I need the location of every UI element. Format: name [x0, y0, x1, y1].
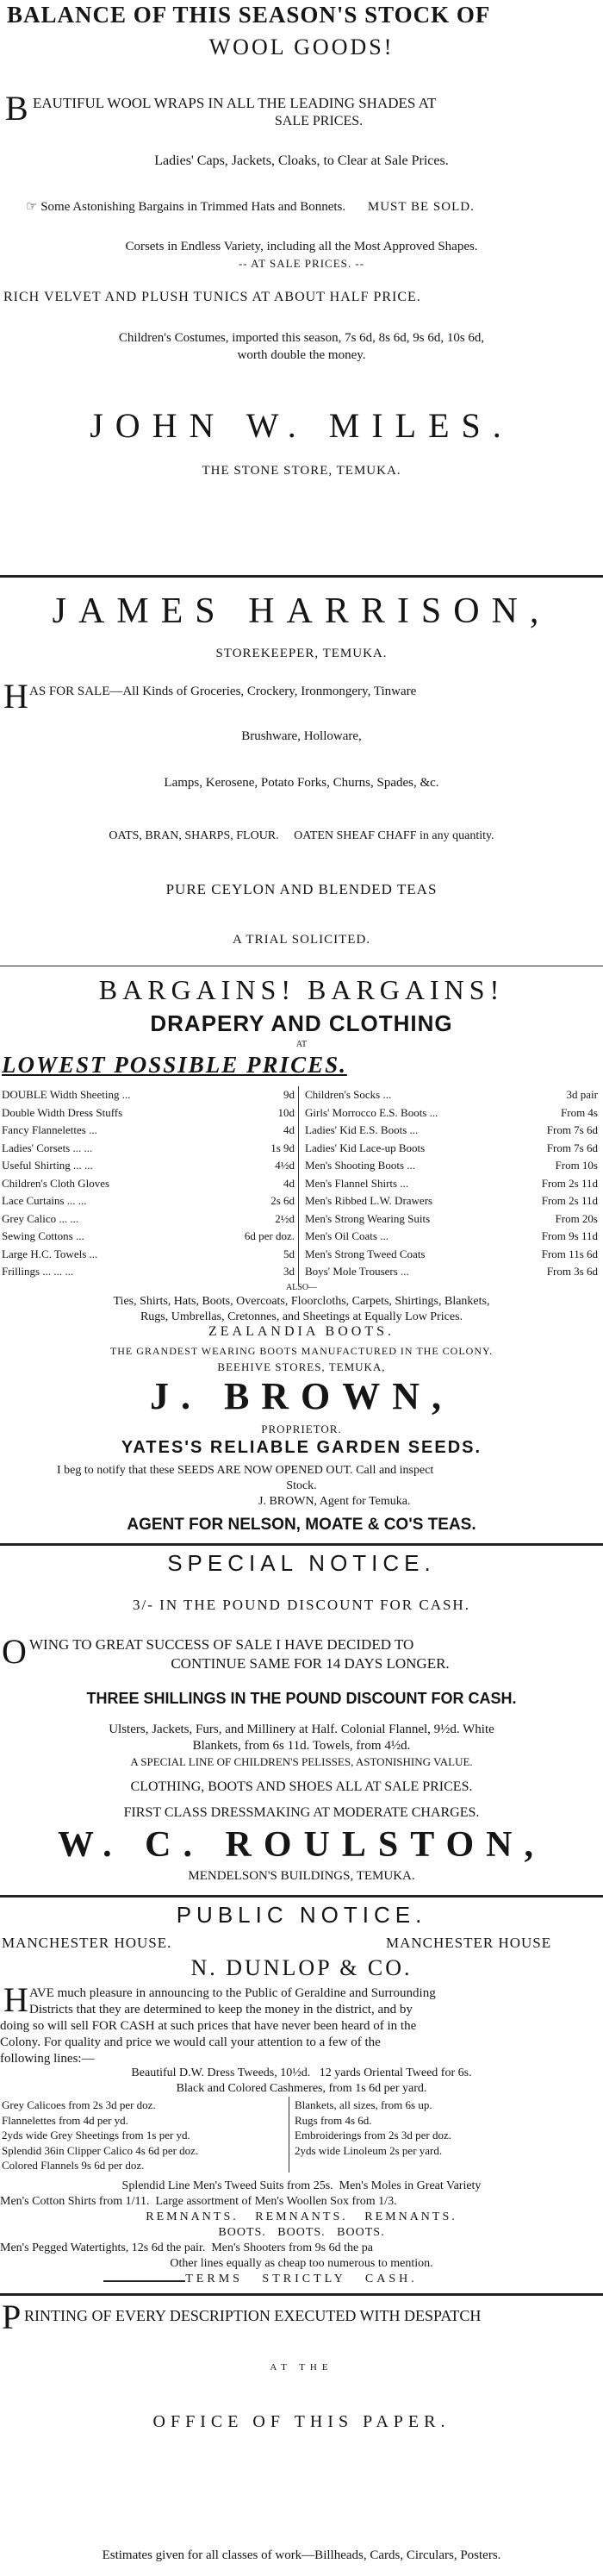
- brown-notify-line1: I beg to notify that these SEEDS ARE NOW OPENED OUT. Call and inspect: [57, 1464, 434, 1477]
- printing-estimates: Estimates given for all classes of work—Billheads, Cards, Circulars, Posters.: [102, 2548, 501, 2562]
- price-item-price: 10d: [277, 1105, 295, 1119]
- harrison-line2: Brushware, Holloware,: [241, 729, 362, 743]
- dunlop-terms: TERMS STRICTLY CASH.: [185, 2273, 418, 2285]
- brown-notify-line2: Stock.: [286, 1479, 317, 1492]
- corsets-line2: -- AT SALE PRICES. --: [238, 257, 365, 270]
- price-item-price: From 2s 11d: [541, 1176, 598, 1190]
- brown-zealandia: ZEALANDIA BOOTS.: [208, 1324, 395, 1339]
- dunlop-p4: Colony. For quality and price we would call your attention to a few of the: [0, 2035, 381, 2049]
- harrison-initial: H: [3, 677, 28, 716]
- brown-also: ALSO—: [285, 1283, 318, 1292]
- price-item-name: Useful Shirting ... ...: [2, 1159, 93, 1172]
- divider: [0, 1543, 603, 1546]
- price-item-price: From 7s 6d: [546, 1123, 598, 1136]
- dunlop-house-right: MANCHESTER HOUSE: [386, 1935, 552, 1951]
- caps-line: Ladies' Caps, Jackets, Cloaks, to Clear at Sale Prices.: [154, 153, 449, 168]
- brown-teas: AGENT FOR NELSON, MOATE & CO'S TEAS.: [127, 1516, 476, 1534]
- roulston-heading: SPECIAL NOTICE.: [167, 1550, 436, 1576]
- price-item-name: Large H.C. Towels ...: [2, 1247, 98, 1260]
- costumes-line2: worth double the money.: [237, 348, 366, 362]
- brown-seeds: YATES'S RELIABLE GARDEN SEEDS.: [121, 1438, 482, 1457]
- divider: [0, 2293, 603, 2296]
- list-item: Grey Calicoes from 2s 3d per doz.: [2, 2098, 156, 2111]
- price-item-name: Men's Ribbed L.W. Drawers: [305, 1194, 433, 1207]
- wraps-initial: B: [5, 89, 28, 128]
- price-item-price: From 11s 6d: [541, 1247, 598, 1260]
- price-item-price: From 4s: [561, 1105, 598, 1119]
- price-item-name: Lace Curtains ... ...: [2, 1194, 87, 1207]
- price-item-price: 3d: [283, 1265, 295, 1278]
- brown-grandest: THE GRANDEST WEARING BOOTS MANUFACTURED IN THE COLONY.: [109, 1345, 494, 1357]
- price-item-price: From 7s 6d: [546, 1141, 598, 1154]
- price-item-name: Ladies' Kid E.S. Boots ...: [305, 1123, 419, 1136]
- wraps-line1: EAUTIFUL WOOL WRAPS IN ALL THE LEADING SHADES AT: [33, 95, 437, 111]
- price-item-price: From 10s: [555, 1159, 598, 1172]
- price-item-name: Grey Calico ... ...: [2, 1211, 79, 1225]
- price-item-price: From 3s 6d: [546, 1265, 598, 1278]
- pointing-hand-icon: ☞: [26, 200, 41, 214]
- brown-also-line2: Rugs, Umbrellas, Cretonnes, and Sheetings at Equally Low Prices.: [140, 1310, 463, 1323]
- brown-also-line1: Ties, Shirts, Hats, Boots, Overcoats, Floorcloths, Carpets, Shirtings, Blankets,: [113, 1295, 490, 1308]
- price-item-price: 5d: [283, 1247, 295, 1260]
- list-item: 2yds wide Grey Sheetings from 1s per yd.: [2, 2129, 190, 2141]
- harrison-title: STOREKEEPER, TEMUKA.: [215, 647, 388, 660]
- dunlop-shirts: Men's Cotton Shirts from 1/11. Large assortment of Men's Woollen Sox from 1/3.: [0, 2195, 397, 2208]
- printing-initial: P: [2, 2298, 22, 2336]
- brown-proprietor: PROPRIETOR.: [261, 1422, 342, 1435]
- hats-line: [26, 198, 475, 215]
- john-miles-store: THE STONE STORE, TEMUKA.: [202, 464, 401, 478]
- price-item-name: Men's Strong Wearing Suits: [305, 1211, 431, 1225]
- price-item-price: 6d per doz.: [244, 1229, 295, 1242]
- price-item-name: DOUBLE Width Sheeting ...: [2, 1088, 131, 1101]
- price-item-price: 3d pair: [566, 1088, 598, 1101]
- list-item: Rugs from 4s 6d.: [295, 2113, 372, 2127]
- price-item-price: From 20s: [555, 1211, 598, 1225]
- roulston-name: W. C. ROULSTON,: [58, 1825, 545, 1865]
- advert-john-miles: [0, 0, 603, 405]
- brown-subheading: DRAPERY AND CLOTHING: [150, 1010, 453, 1036]
- wool-heading: BALANCE OF THIS SEASON'S STOCK OF: [7, 2, 491, 28]
- roulston-pelisses: A SPECIAL LINE OF CHILDREN'S PELISSES, ASTONISHING VALUE.: [130, 1755, 473, 1768]
- roulston-clothing: CLOTHING, BOOTS AND SHOES ALL AT SALE PRICES.: [130, 1779, 473, 1794]
- roulston-discount: 3/- IN THE POUND DISCOUNT FOR CASH.: [133, 1597, 470, 1613]
- roulston-owing-line1: WING TO GREAT SUCCESS OF SALE I HAVE DECIDED TO: [29, 1636, 414, 1653]
- dunlop-heading: PUBLIC NOTICE.: [176, 1902, 427, 1928]
- price-item-name: Men's Strong Tweed Coats: [305, 1247, 426, 1260]
- roulston-address: MENDELSON'S BUILDINGS, TEMUKA.: [188, 1869, 415, 1883]
- price-item-name: Frillings ... ... ...: [2, 1265, 74, 1278]
- price-item-price: 2½d: [275, 1211, 295, 1225]
- price-item-price: From 9s 11d: [541, 1229, 598, 1242]
- list-item: Colored Flannels 9s 6d per doz.: [2, 2159, 145, 2172]
- hats-note: MUST BE SOLD.: [367, 200, 475, 214]
- wraps-line2: SALE PRICES.: [274, 114, 364, 128]
- price-item-price: 4½d: [275, 1159, 295, 1172]
- price-item-name: Children's Cloth Gloves: [2, 1176, 110, 1190]
- john-miles-name: JOHN W. MILES.: [90, 406, 513, 445]
- list-item: Embroiderings from 2s 3d per doz.: [295, 2129, 451, 2141]
- list-item: Splendid 36in Clipper Calico 4s 6d per doz.: [2, 2143, 199, 2157]
- price-item-price: 2s 6d: [270, 1194, 295, 1207]
- brown-name: J. BROWN,: [149, 1375, 454, 1417]
- harrison-line4: OATS, BRAN, SHARPS, FLOUR. OATEN SHEAF CHAFF in any quantity.: [109, 829, 494, 842]
- price-item-name: Fancy Flannelettes ...: [2, 1123, 97, 1136]
- dunlop-p3: doing so will sell FOR CASH at such prices that have never been heard of in the: [0, 2019, 417, 2033]
- price-item-name: Men's Oil Coats ...: [305, 1229, 389, 1242]
- price-item-name: Men's Flannel Shirts ...: [305, 1176, 409, 1190]
- dunlop-other: Other lines equally as cheap too numerous to mention.: [170, 2257, 433, 2270]
- hats-text: Some Astonishing Bargains in Trimmed Hats and Bonnets.: [40, 200, 346, 214]
- printing-line1: RINTING OF EVERY DESCRIPTION EXECUTED WITH DESPATCH: [24, 2307, 482, 2324]
- dunlop-watertights: Men's Pegged Watertights, 12s 6d the pair. Men's Shooters from 9s 6d the pa: [0, 2241, 373, 2254]
- harrison-line1: AS FOR SALE—All Kinds of Groceries, Crockery, Ironmongery, Tinware: [29, 685, 417, 698]
- harrison-solicit: A TRIAL SOLICITED.: [232, 933, 371, 947]
- printing-office: OFFICE OF THIS PAPER.: [152, 2412, 451, 2431]
- price-item-name: Children's Socks ...: [305, 1088, 392, 1101]
- brown-at: AT: [295, 1040, 308, 1049]
- harrison-teas: PURE CEYLON AND BLENDED TEAS: [165, 881, 438, 897]
- costumes-line1: Children's Costumes, imported this season, 7s 6d, 8s 6d, 9s 6d, 10s 6d,: [118, 331, 485, 345]
- dunlop-remnants: REMNANTS. REMNANTS. REMNANTS.: [146, 2210, 457, 2223]
- velvet-line: RICH VELVET AND PLUSH TUNICS AT ABOUT HALF PRICE.: [3, 290, 421, 304]
- price-item-price: From 2s 11d: [541, 1194, 598, 1207]
- price-item-name: Girls' Morrocco E.S. Boots ...: [305, 1105, 438, 1119]
- price-item-name: Ladies' Corsets ... ...: [2, 1141, 93, 1154]
- brown-stores: BEEHIVE STORES, TEMUKA,: [217, 1360, 386, 1373]
- roulston-ulsters-line2: Blankets, from 6s 11d. Towels, from 4½d.: [192, 1739, 411, 1753]
- list-item: Blankets, all sizes, from 6s up.: [295, 2098, 432, 2111]
- wool-subheading: WOOL GOODS!: [208, 34, 395, 59]
- dunlop-tweeds: Beautiful D.W. Dress Tweeds, 10½d. 12 yards Oriental Tweed for 6s.: [131, 2066, 472, 2079]
- roulston-dressmaking: FIRST CLASS DRESSMAKING AT MODERATE CHARGES.: [123, 1805, 480, 1820]
- brown-heading: BARGAINS! BARGAINS!: [98, 974, 505, 1005]
- harrison-line3: Lamps, Kerosene, Potato Forks, Churns, Spades, &c.: [164, 776, 439, 790]
- price-item-price: 4d: [283, 1123, 295, 1136]
- dunlop-p2: Districts that they are determined to keep the money in the district, and by: [29, 2003, 413, 2016]
- dunlop-boots: BOOTS. BOOTS. BOOTS.: [218, 2226, 385, 2239]
- terms-rule-left: [103, 2280, 185, 2282]
- dunlop-initial: H: [3, 1980, 28, 2019]
- price-item-price: 4d: [283, 1176, 295, 1190]
- price-item-name: Double Width Dress Stuffs: [2, 1105, 123, 1119]
- roulston-three: THREE SHILLINGS IN THE POUND DISCOUNT FOR CASH.: [86, 1690, 517, 1707]
- price-item-name: Ladies' Kid Lace-up Boots: [305, 1141, 426, 1154]
- roulston-owing-line2: CONTINUE SAME FOR 14 DAYS LONGER.: [171, 1655, 450, 1672]
- column-divider: [298, 1086, 299, 1285]
- dunlop-house-left: MANCHESTER HOUSE.: [2, 1935, 172, 1951]
- list-item: 2yds wide Linoleum 2s per yard.: [295, 2143, 443, 2157]
- price-item-price: 1s 9d: [270, 1141, 295, 1154]
- price-item-name: Boys' Mole Trousers ...: [305, 1265, 409, 1278]
- dunlop-suits: Splendid Line Men's Tweed Suits from 25s. Men's Moles in Great Variety: [121, 2179, 482, 2192]
- list-item: Flannelettes from 4d per yd.: [2, 2113, 128, 2127]
- printing-at: AT THE: [270, 2362, 333, 2373]
- price-item-name: Men's Shooting Boots ...: [305, 1159, 416, 1172]
- dunlop-cashmeres: Black and Colored Cashmeres, from 1s 6d per yard.: [176, 2082, 427, 2095]
- brown-agent: J. BROWN, Agent for Temuka.: [258, 1495, 411, 1508]
- roulston-initial: O: [2, 1632, 27, 1671]
- price-item-price: 9d: [283, 1088, 295, 1101]
- divider: [0, 575, 603, 578]
- dunlop-name: N. DUNLOP & CO.: [190, 1955, 413, 1980]
- harrison-name: JAMES HARRISON,: [52, 591, 551, 631]
- brown-prices: LOWEST POSSIBLE PRICES.: [2, 1052, 347, 1078]
- price-item-name: Sewing Cottons ...: [2, 1229, 84, 1242]
- dunlop-p1: AVE much pleasure in announcing to the Public of Geraldine and Surrounding: [29, 1986, 436, 2000]
- corsets-line1: Corsets in Endless Variety, including all the Most Approved Shapes.: [125, 240, 478, 253]
- dunlop-p5: following lines:—: [0, 2052, 95, 2066]
- roulston-ulsters-line1: Ulsters, Jackets, Furs, and Millinery at Half. Colonial Flannel, 9½d. White: [109, 1723, 494, 1736]
- divider: [0, 1895, 603, 1898]
